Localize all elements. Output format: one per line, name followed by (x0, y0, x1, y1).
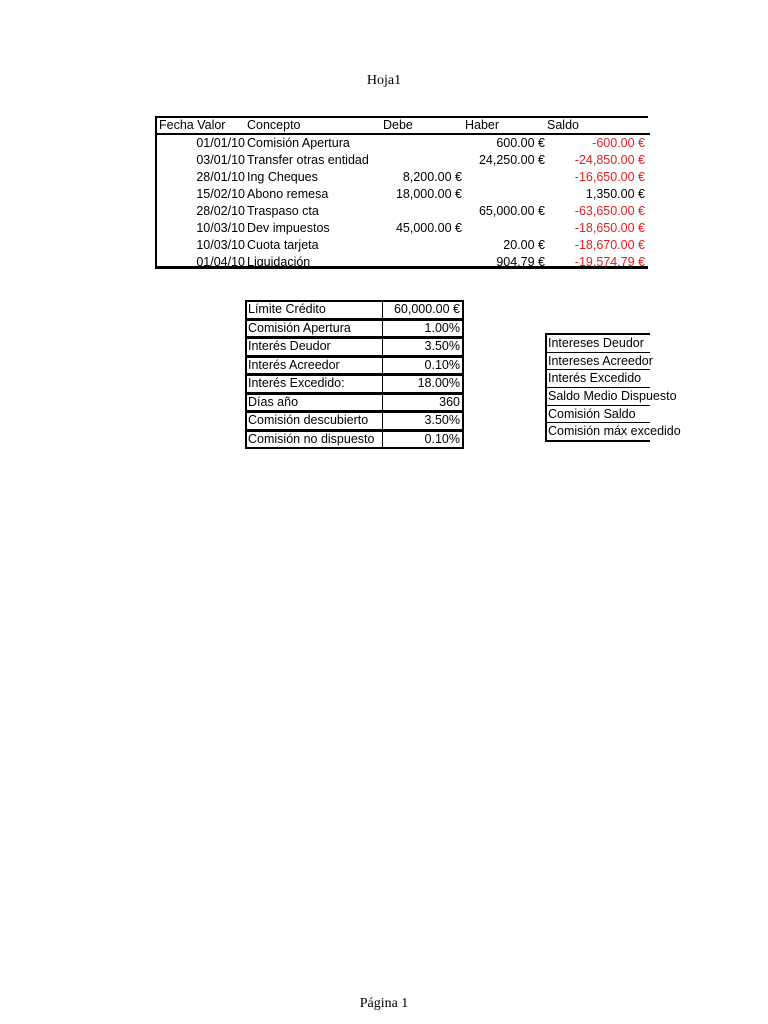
cell-concepto: Comisión Apertura (247, 136, 350, 150)
param-row (245, 374, 464, 393)
cell-concepto: Cuota tarjeta (247, 238, 319, 252)
cell-concepto: Abono remesa (247, 187, 329, 201)
cell-fecha: 01/04/10 (196, 255, 245, 269)
cell-saldo: -16,650.00 € (574, 170, 645, 184)
cell-debe: 8,200.00 € (402, 170, 462, 184)
result-label: Intereses Acreedor (547, 353, 650, 371)
header-haber: Haber (465, 118, 500, 132)
cell-saldo: -24,850.00 € (574, 153, 645, 167)
cell-saldo: -18,650.00 € (574, 221, 645, 235)
cell-haber: 904.79 € (496, 255, 545, 269)
param-row (245, 411, 464, 430)
param-value: 18.00% (417, 376, 460, 390)
param-label: Días año (248, 394, 299, 409)
param-value: 1.00% (424, 320, 460, 335)
cell-saldo: -18,670.00 € (574, 238, 645, 252)
cell-concepto: Transfer otras entidad (247, 153, 369, 167)
param-row (245, 319, 464, 338)
header-fecha: Fecha Valor (159, 118, 226, 132)
param-label: Interés Acreedor (248, 357, 340, 372)
results-table (545, 333, 681, 442)
param-row (245, 337, 464, 356)
cell-haber: 65,000.00 € (478, 204, 545, 218)
cell-saldo: -19,574.79 € (574, 255, 645, 269)
ledger-table (155, 116, 648, 269)
result-label: Saldo Medio Dispuesto (547, 388, 650, 406)
cell-haber: 600.00 € (496, 136, 545, 150)
ledger-row (157, 135, 650, 152)
param-label: Interés Deudor (248, 339, 331, 353)
header-debe: Debe (383, 118, 413, 132)
param-row (245, 300, 464, 319)
cell-debe: 45,000.00 € (395, 221, 462, 235)
param-label: Límite Crédito (248, 302, 326, 316)
param-row (245, 430, 464, 450)
cell-fecha: 15/02/10 (196, 187, 245, 201)
param-row (245, 393, 464, 412)
ledger-row (157, 203, 650, 220)
param-label: Comisión descubierto (248, 413, 369, 427)
cell-haber: 24,250.00 € (478, 153, 545, 167)
cell-concepto: Dev impuestos (247, 221, 330, 235)
cell-fecha: 03/01/10 (196, 153, 245, 167)
cell-fecha: 01/01/10 (196, 136, 245, 150)
cell-concepto: Liquidación (247, 255, 311, 269)
ledger-row (157, 237, 650, 254)
ledger-row (157, 220, 650, 237)
page-footer: Página 1 (359, 996, 409, 1011)
param-value: 3.50% (424, 413, 460, 427)
param-value: 360 (439, 394, 460, 409)
cell-concepto: Ing Cheques (247, 170, 318, 184)
cell-fecha: 28/01/10 (196, 170, 245, 184)
param-value: 0.10% (424, 357, 460, 372)
param-label: Interés Excedido: (248, 376, 345, 390)
ledger-header-row (157, 118, 650, 135)
result-label: Interés Excedido (547, 370, 650, 388)
cell-saldo: -63,650.00 € (574, 204, 645, 218)
param-value: 3.50% (424, 339, 460, 353)
cell-saldo: -600.00 € (592, 136, 645, 150)
cell-debe: 18,000.00 € (395, 187, 462, 201)
cell-fecha: 10/03/10 (196, 221, 245, 235)
ledger-row (157, 186, 650, 203)
param-label: Comisión no dispuesto (248, 431, 375, 446)
header-concepto: Concepto (247, 118, 301, 132)
parameters-table (245, 300, 464, 449)
cell-saldo: 1,350.00 € (585, 187, 645, 201)
sheet-title: Hoja1 (366, 73, 402, 88)
result-label: Intereses Deudor (547, 335, 650, 353)
param-value: 0.10% (424, 431, 460, 446)
cell-concepto: Traspaso cta (247, 204, 319, 218)
result-label: Comisión Saldo (547, 406, 650, 424)
ledger-row (157, 169, 650, 186)
param-value: 60,000.00 € (393, 302, 460, 316)
header-saldo: Saldo (547, 118, 579, 132)
result-label: Comisión máx excedido (548, 424, 681, 439)
cell-fecha: 28/02/10 (196, 204, 245, 218)
ledger-row (157, 152, 650, 169)
cell-fecha: 10/03/10 (196, 238, 245, 252)
ledger-row (157, 254, 650, 271)
param-row (245, 356, 464, 375)
param-label: Comisión Apertura (248, 320, 351, 335)
cell-haber: 20.00 € (503, 238, 545, 252)
